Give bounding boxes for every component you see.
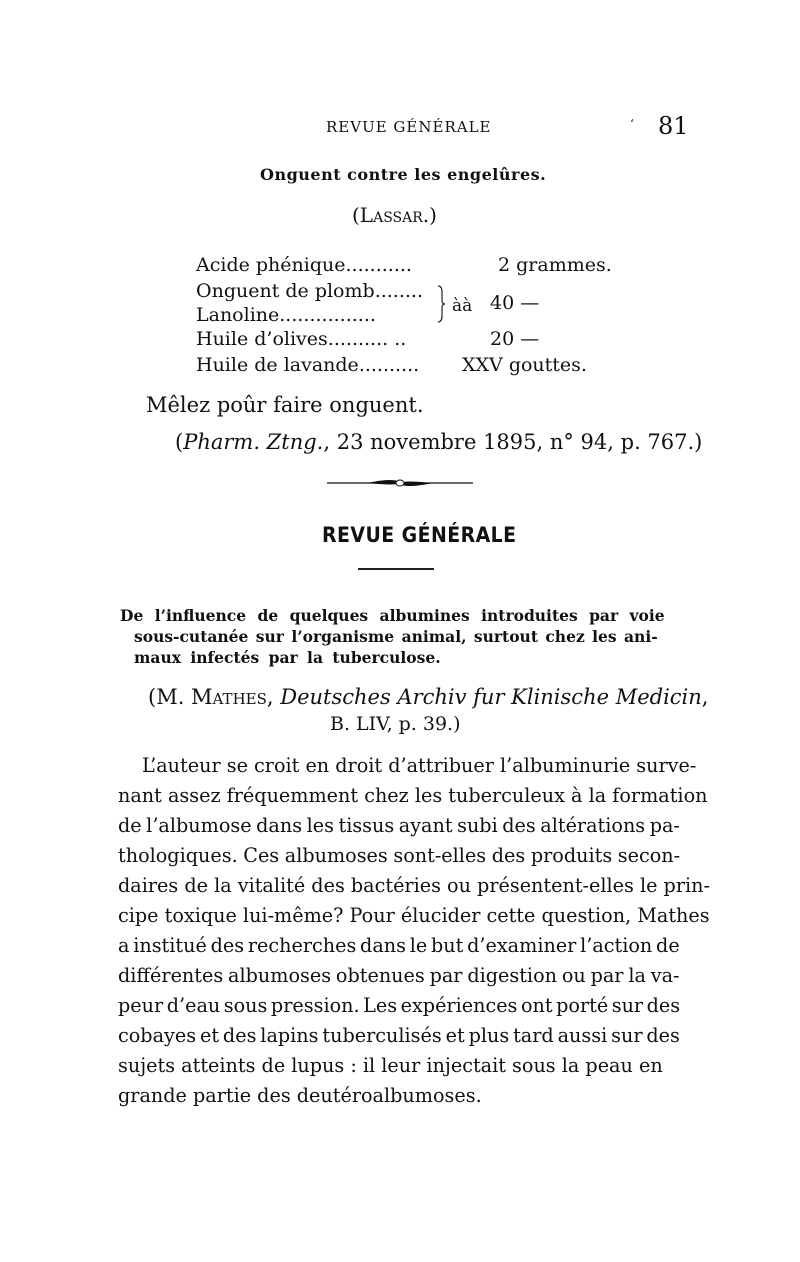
each-abbrev: àà [452,296,473,316]
recipe-source [175,430,702,454]
ingredient-quantity: 20 — [490,328,540,350]
body-line: daires de la vitalité des bactéries ou présentent-elles le prin- [118,874,710,897]
recipe-author: (Lassar.) [352,203,437,227]
ingredient-name: Onguent de plomb [196,280,375,302]
article-title-line: De l’influence de quelques albumines introduites par voie [120,606,665,625]
article-title-line: maux infectés par la tuberculose. [134,648,441,667]
body-line: a institué des recherches dans le but d’examiner l’action de [118,934,680,957]
ingredient-name: Huile d’olives [196,328,328,350]
recipe-instruction: Mêlez poûr faire onguent. [146,393,424,417]
source-details: , 23 novembre 1895, n° 94, p. 767.) [323,430,703,454]
body-line: sujets atteints de lupus : il leur injectait sous la peau en [118,1054,663,1077]
leader-dots: ........ [374,280,424,302]
recipe-title: Onguent contre les engelûres. [260,165,547,184]
ingredient-name: Lanoline [196,304,280,326]
leader-dots: .......... [358,354,420,376]
body-line: thologiques. Ces albumoses sont-elles des produits secon- [118,844,681,867]
brace-icon [436,284,446,324]
ingredient-quantity: 2 grammes. [498,254,612,276]
printer-mark: ‘ [630,117,634,131]
source-open: ( [175,430,184,454]
ingredient-name: Huile de lavande [196,354,359,376]
ingredient-row [196,304,376,326]
ingredient-row [196,280,423,302]
body-line: grande partie des deutéroalbumoses. [118,1084,482,1107]
citation-volume: B. LIV, p. 39.) [330,713,461,735]
leader-dots: ................ [279,304,376,326]
citation-comma: , [701,685,709,709]
article-title-line: sous-cutanée sur l’organisme animal, surtout chez les ani- [134,627,658,646]
ornament-divider-icon [327,476,473,490]
citation-journal: Deutsches Archiv fur Klinische Medicin [280,685,702,709]
article-citation [148,685,708,709]
body-line: de l’albumose dans les tissus ayant subi des altérations pa- [118,814,680,837]
ingredient-row [196,354,419,376]
ingredient-name: Acide phénique [196,254,346,276]
body-line: peur d’eau sous pression. Les expériences ont porté sur des [118,994,681,1017]
citation-separator: , [266,685,281,709]
citation-open: (M. [148,685,192,709]
leader-dots: .......... .. [327,328,407,350]
leader-dots: ........... [345,254,412,276]
body-line: différentes albumoses obtenues par digestion ou par la va- [118,964,680,987]
body-line: L’auteur se croit en droit d’attribuer l’albuminurie surve- [142,754,697,777]
ingredient-row [196,254,412,276]
section-rule [358,568,434,570]
page-number: 81 [658,112,689,140]
shared-quantity: 40 — [490,292,540,314]
ingredient-row [196,328,406,350]
article-body [118,751,710,1111]
source-journal: Pharm. Ztng. [183,430,324,454]
citation-author: Mathes [191,685,267,709]
section-title: REVUE GÉNÉRALE [322,523,517,547]
article-title [120,605,682,668]
ingredient-quantity: XXV gouttes. [462,354,587,376]
body-line: cipe toxique lui-même? Pour élucider cette question, Mathes [118,904,710,927]
body-line: nant assez fréquemment chez les tuberculeux à la formation [118,784,708,807]
running-head: REVUE GÉNÉRALE [326,118,492,136]
body-line: cobayes et des lapins tuberculisés et plus tard aussi sur des [118,1024,680,1047]
